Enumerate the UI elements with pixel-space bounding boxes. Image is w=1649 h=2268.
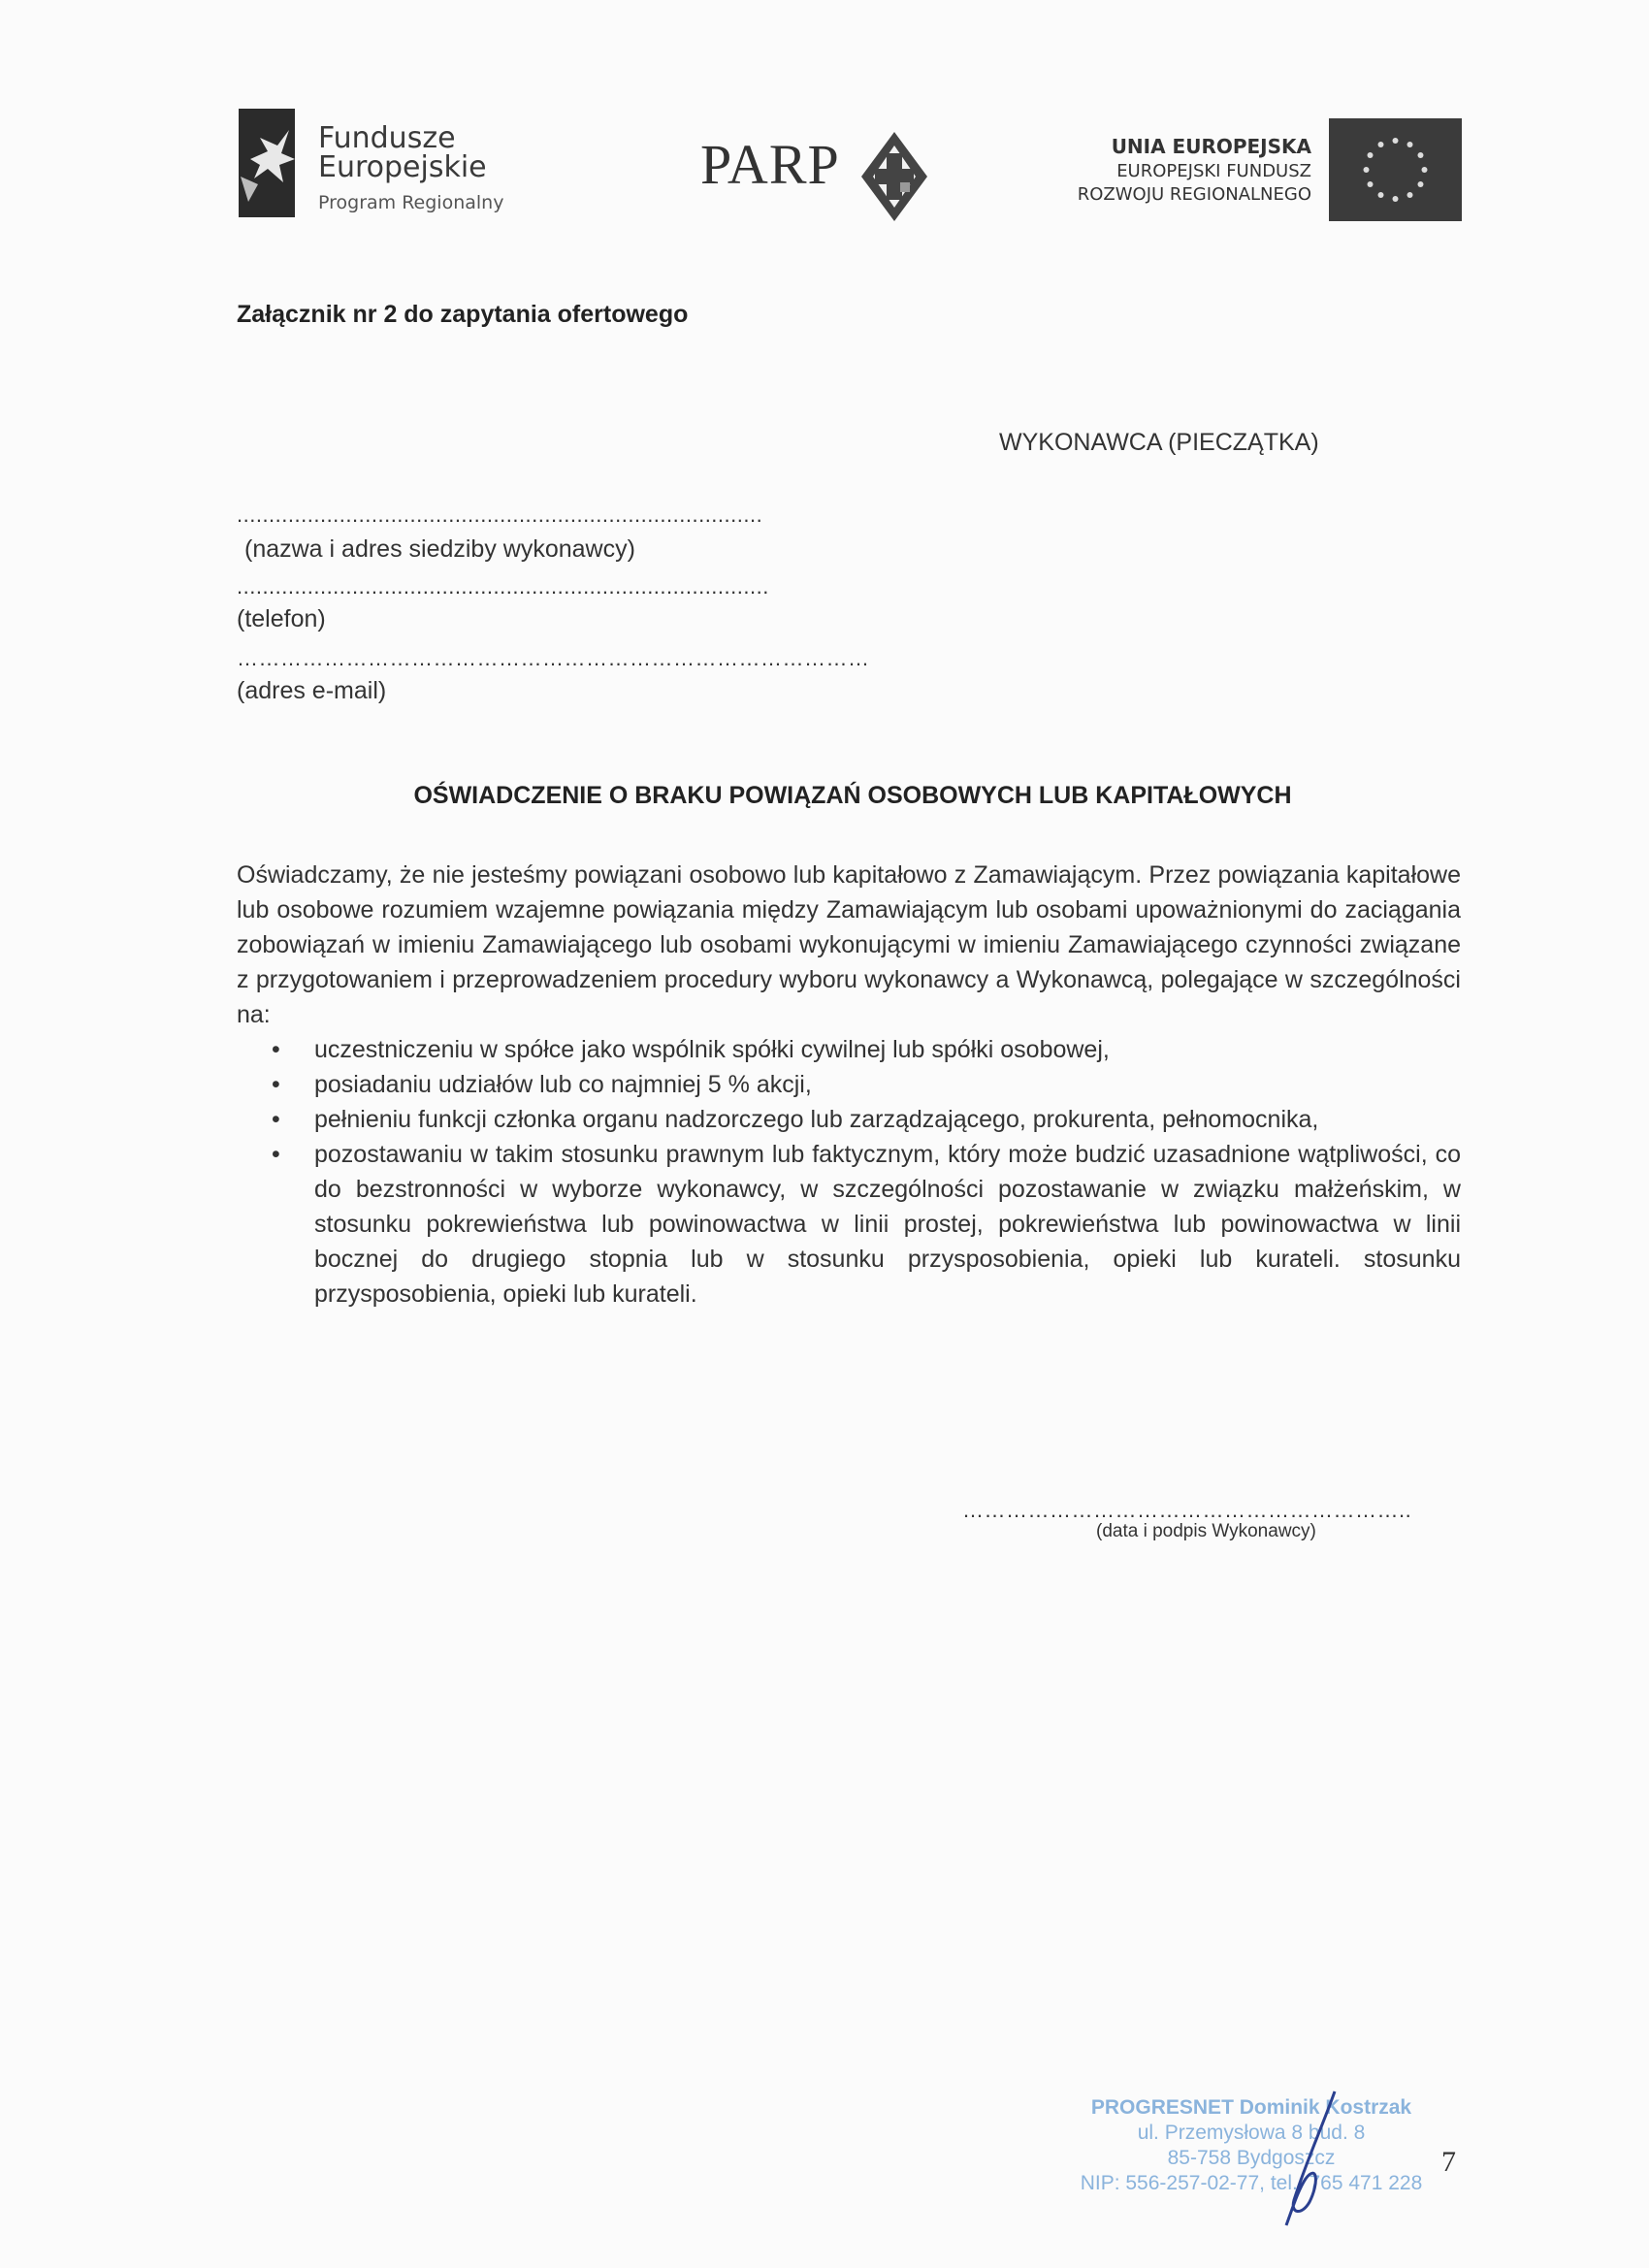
eu-star-icon: [1364, 167, 1370, 173]
signature-label: (data i podpis Wykonawcy): [1096, 1521, 1316, 1541]
eu-star-icon: [1393, 138, 1399, 144]
stamp-line4: NIP: 556-257-02-77, tel.: 765 471 228: [1080, 2172, 1423, 2194]
name-dotted-line: ..................................................................................: [237, 502, 763, 527]
eu-star-icon: [1417, 181, 1423, 187]
list-item-text: posiadaniu udziałów lub co najmniej 5 % akcji,: [314, 1071, 812, 1098]
declaration-paragraph: Oświadczamy, że nie jesteśmy powiązani osobowo lub kapitałowo z Zamawiającym. Przez powiązania kapitałowe lub osobowe rozumiem wzajemne powiązania między Zamawiającym lub osobami upoważnionymi do zaciągania zobowiązań w imieniu Zamawiającego lub osobami wykonującymi w imieniu Zamawiającego czynności związane z przygotowaniem i przeprowadzeniem procedury wyboru wykonawcy a Wykonawcą, polegające w szczególności na:: [237, 861, 1461, 1028]
list-item-text: pełnieniu funkcji członka organu nadzorczego lub zarządzającego, prokurenta, pełnomocnika,: [314, 1106, 1319, 1133]
declaration-bullet-list: [237, 1032, 1461, 1312]
parp-diamond-icon: [861, 132, 927, 221]
list-item: [237, 1137, 1461, 1312]
stamp-line2: ul. Przemysłowa 8 bud. 8: [1137, 2122, 1366, 2144]
list-item-text: pozostawaniu w takim stosunku prawnym lub faktycznym, który może budzić uzasadnione wątpliwości, co do bezstronności w wyborze wykonawcy, w szczególności pozostawanie w związku małżeńskim, w stosunku pokrewieństwa lub powinowactwa w linii prostej, pokrewieństwa lub powinowactwa w linii bocznej do drugiego stopnia lub w stosunku przysposobienia, opieki lub kurateli. stosunku przysposobienia, opieki lub kurateli.: [314, 1141, 1461, 1308]
fe-logo-subtitle: Program Regionalny: [318, 192, 504, 213]
eu-line2: EUROPEJSKI FUNDUSZ: [1116, 161, 1311, 181]
eu-flag-icon: [1329, 118, 1462, 221]
list-item: [237, 1102, 1461, 1137]
eu-line3: ROZWOJU REGIONALNEGO: [1077, 184, 1311, 205]
eu-star-icon: [1407, 142, 1413, 147]
fundusze-europejskie-logo: [239, 109, 530, 221]
bullet-icon: •: [272, 1036, 280, 1063]
handwritten-signature-icon: [1277, 2086, 1344, 2231]
page-number: 7: [1441, 2146, 1456, 2178]
attachment-title: Załącznik nr 2 do zapytania ofertowego: [237, 301, 689, 328]
email-dotted-line: ……………………………………………………………………………: [237, 646, 870, 670]
eu-star-icon: [1368, 152, 1374, 158]
bullet-icon: •: [272, 1106, 280, 1133]
company-stamp: [1057, 2095, 1445, 2196]
phone-label: (telefon): [237, 605, 326, 632]
list-item-text: uczestniczeniu w spółce jako wspólnik spółki cywilnej lub spółki osobowej,: [314, 1036, 1110, 1063]
fe-line1: Fundusze: [318, 121, 456, 155]
email-label: (adres e-mail): [237, 677, 387, 704]
name-address-label: (nazwa i adres siedziby wykonawcy): [244, 535, 635, 563]
signature-dotted-line: ……………………………………………………..: [962, 1498, 1412, 1522]
eu-star-icon: [1407, 192, 1413, 198]
eu-line1: UNIA EUROPEJSKA: [1111, 135, 1311, 158]
eu-star-icon: [1417, 152, 1423, 158]
stamp-line1: PROGRESNET Dominik Kostrzak: [1090, 2096, 1412, 2119]
eu-star-icon: [1378, 142, 1384, 147]
phone-dotted-line: ...................................................................................: [237, 574, 769, 599]
eu-star-icon: [1393, 196, 1399, 202]
parp-logo-text: PARP: [700, 133, 840, 196]
fundusze-europejskie-emblem-icon: [239, 109, 295, 217]
declaration-title: OŚWIADCZENIE O BRAKU POWIĄZAŃ OSOBOWYCH LUB KAPITAŁOWYCH: [413, 782, 1292, 809]
bullet-icon: •: [272, 1071, 280, 1098]
list-item: [237, 1067, 1461, 1102]
eu-star-icon: [1422, 167, 1428, 173]
stamp-line3: 85-758 Bydgoszcz: [1167, 2147, 1336, 2169]
eu-star-icon: [1368, 181, 1374, 187]
fe-line2: Europejskie: [318, 150, 487, 184]
fe-logo-title: [318, 121, 487, 184]
contractor-stamp-label: WYKONAWCA (PIECZĄTKA): [999, 429, 1319, 456]
bullet-icon: •: [272, 1141, 280, 1168]
list-item: [237, 1032, 1461, 1067]
eu-logo-text: [1018, 134, 1311, 207]
eu-star-icon: [1378, 192, 1384, 198]
